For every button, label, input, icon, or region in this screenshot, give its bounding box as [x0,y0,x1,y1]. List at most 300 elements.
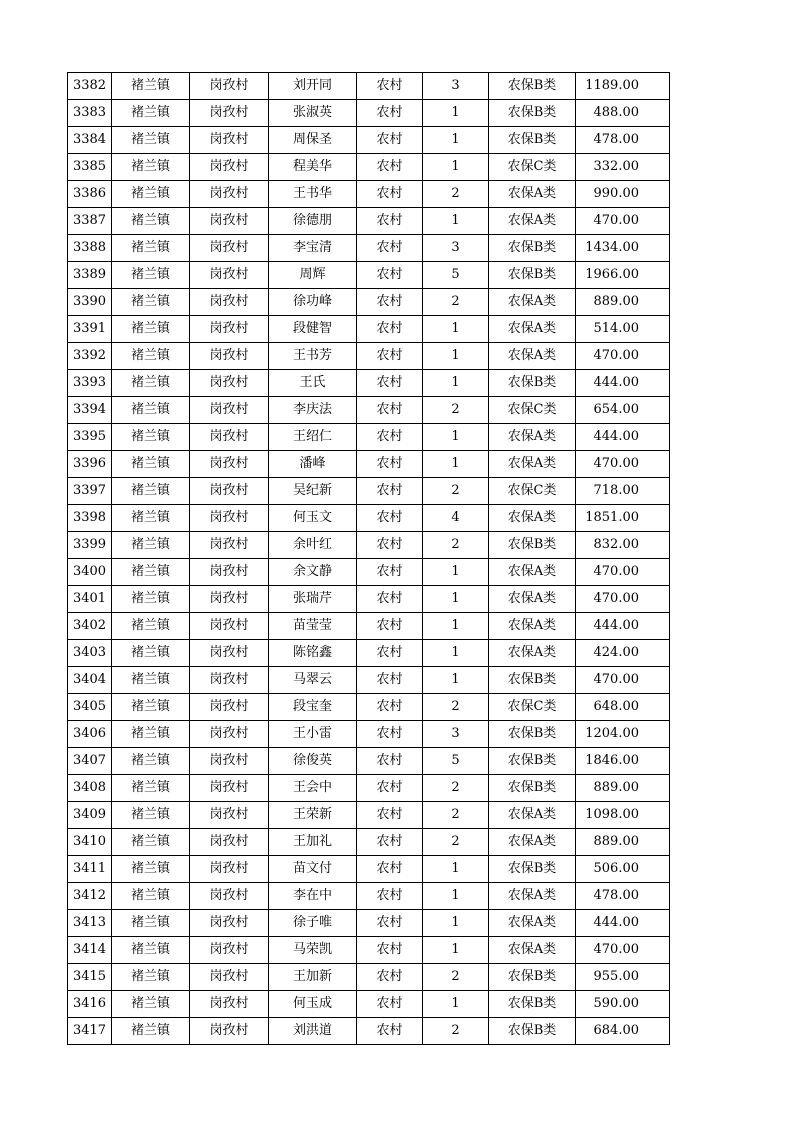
name-cell: 段宝奎 [269,694,357,721]
village-cell: 岗孜村 [190,397,269,424]
table-row [68,937,670,964]
category-cell: 农保B类 [489,748,576,775]
name-cell: 王小雷 [269,721,357,748]
table-row [68,181,670,208]
residence-type-cell: 农村 [357,289,423,316]
residence-type-cell: 农村 [357,424,423,451]
amount-cell: 718.00 [576,478,670,505]
table-row [68,478,670,505]
category-cell: 农保A类 [489,883,576,910]
table-row [68,289,670,316]
category-cell: 农保A类 [489,937,576,964]
category-cell: 农保B类 [489,721,576,748]
name-cell: 王绍仁 [269,424,357,451]
town-cell: 褚兰镇 [112,640,190,667]
amount-cell: 470.00 [576,586,670,613]
town-cell: 褚兰镇 [112,559,190,586]
residence-type-cell: 农村 [357,748,423,775]
household-size-cell: 2 [423,775,489,802]
household-size-cell: 1 [423,100,489,127]
residence-type-cell: 农村 [357,613,423,640]
household-size-cell: 2 [423,289,489,316]
amount-cell: 478.00 [576,127,670,154]
household-size-cell: 1 [423,937,489,964]
town-cell: 褚兰镇 [112,991,190,1018]
row-number-cell: 3413 [68,910,112,937]
amount-cell: 990.00 [576,181,670,208]
town-cell: 褚兰镇 [112,748,190,775]
name-cell: 马翠云 [269,667,357,694]
household-size-cell: 3 [423,73,489,100]
table-row [68,316,670,343]
name-cell: 陈铭鑫 [269,640,357,667]
category-cell: 农保A类 [489,910,576,937]
town-cell: 褚兰镇 [112,964,190,991]
residence-type-cell: 农村 [357,397,423,424]
residence-type-cell: 农村 [357,694,423,721]
village-cell: 岗孜村 [190,154,269,181]
row-number-cell: 3406 [68,721,112,748]
residence-type-cell: 农村 [357,208,423,235]
residence-type-cell: 农村 [357,586,423,613]
name-cell: 余叶红 [269,532,357,559]
name-cell: 王加礼 [269,829,357,856]
row-number-cell: 3384 [68,127,112,154]
table-row [68,964,670,991]
household-size-cell: 1 [423,667,489,694]
household-size-cell: 5 [423,262,489,289]
category-cell: 农保A类 [489,343,576,370]
row-number-cell: 3394 [68,397,112,424]
amount-cell: 444.00 [576,370,670,397]
category-cell: 农保A类 [489,640,576,667]
name-cell: 苗文付 [269,856,357,883]
village-cell: 岗孜村 [190,721,269,748]
village-cell: 岗孜村 [190,775,269,802]
row-number-cell: 3405 [68,694,112,721]
amount-cell: 470.00 [576,559,670,586]
category-cell: 农保A类 [489,181,576,208]
category-cell: 农保B类 [489,1018,576,1045]
residence-type-cell: 农村 [357,775,423,802]
table-row [68,343,670,370]
category-cell: 农保A类 [489,505,576,532]
amount-cell: 1851.00 [576,505,670,532]
row-number-cell: 3393 [68,370,112,397]
amount-cell: 488.00 [576,100,670,127]
residence-type-cell: 农村 [357,532,423,559]
household-size-cell: 1 [423,883,489,910]
amount-cell: 444.00 [576,910,670,937]
table-row [68,154,670,181]
village-cell: 岗孜村 [190,478,269,505]
town-cell: 褚兰镇 [112,586,190,613]
name-cell: 王氏 [269,370,357,397]
table-row [68,208,670,235]
name-cell: 徐功峰 [269,289,357,316]
amount-cell: 470.00 [576,208,670,235]
village-cell: 岗孜村 [190,586,269,613]
row-number-cell: 3401 [68,586,112,613]
category-cell: 农保B类 [489,73,576,100]
household-size-cell: 2 [423,397,489,424]
table-row [68,775,670,802]
amount-cell: 506.00 [576,856,670,883]
town-cell: 褚兰镇 [112,451,190,478]
amount-cell: 1434.00 [576,235,670,262]
category-cell: 农保B类 [489,370,576,397]
row-number-cell: 3400 [68,559,112,586]
table-row [68,532,670,559]
village-cell: 岗孜村 [190,532,269,559]
table-row [68,559,670,586]
name-cell: 程美华 [269,154,357,181]
row-number-cell: 3389 [68,262,112,289]
residence-type-cell: 农村 [357,910,423,937]
town-cell: 褚兰镇 [112,370,190,397]
household-size-cell: 1 [423,154,489,181]
table-row [68,856,670,883]
residence-type-cell: 农村 [357,370,423,397]
row-number-cell: 3404 [68,667,112,694]
residence-type-cell: 农村 [357,802,423,829]
village-cell: 岗孜村 [190,640,269,667]
village-cell: 岗孜村 [190,856,269,883]
table-row [68,73,670,100]
table-row [68,802,670,829]
household-size-cell: 1 [423,910,489,937]
category-cell: 农保B类 [489,100,576,127]
residence-type-cell: 农村 [357,559,423,586]
row-number-cell: 3415 [68,964,112,991]
row-number-cell: 3390 [68,289,112,316]
town-cell: 褚兰镇 [112,235,190,262]
name-cell: 徐德朋 [269,208,357,235]
table-row [68,235,670,262]
amount-cell: 648.00 [576,694,670,721]
residence-type-cell: 农村 [357,667,423,694]
town-cell: 褚兰镇 [112,694,190,721]
household-size-cell: 1 [423,856,489,883]
row-number-cell: 3391 [68,316,112,343]
name-cell: 张淑英 [269,100,357,127]
village-cell: 岗孜村 [190,100,269,127]
village-cell: 岗孜村 [190,883,269,910]
name-cell: 刘开同 [269,73,357,100]
household-size-cell: 5 [423,748,489,775]
village-cell: 岗孜村 [190,424,269,451]
table-row [68,451,670,478]
row-number-cell: 3387 [68,208,112,235]
row-number-cell: 3397 [68,478,112,505]
household-size-cell: 2 [423,1018,489,1045]
amount-cell: 470.00 [576,937,670,964]
amount-cell: 1966.00 [576,262,670,289]
row-number-cell: 3395 [68,424,112,451]
village-cell: 岗孜村 [190,613,269,640]
row-number-cell: 3386 [68,181,112,208]
household-size-cell: 4 [423,505,489,532]
village-cell: 岗孜村 [190,802,269,829]
name-cell: 李在中 [269,883,357,910]
category-cell: 农保B类 [489,127,576,154]
name-cell: 李庆法 [269,397,357,424]
residence-type-cell: 农村 [357,478,423,505]
household-size-cell: 1 [423,370,489,397]
row-number-cell: 3388 [68,235,112,262]
residence-type-cell: 农村 [357,235,423,262]
name-cell: 张瑞芹 [269,586,357,613]
category-cell: 农保B类 [489,775,576,802]
residence-type-cell: 农村 [357,964,423,991]
village-cell: 岗孜村 [190,451,269,478]
category-cell: 农保A类 [489,424,576,451]
town-cell: 褚兰镇 [112,154,190,181]
village-cell: 岗孜村 [190,289,269,316]
household-size-cell: 2 [423,829,489,856]
village-cell: 岗孜村 [190,316,269,343]
table-row [68,100,670,127]
town-cell: 褚兰镇 [112,262,190,289]
table-row [68,721,670,748]
table-body [68,73,670,1045]
category-cell: 农保A类 [489,208,576,235]
table-row [68,748,670,775]
welfare-table [67,72,670,1045]
table-row [68,640,670,667]
table-row [68,424,670,451]
table-row [68,613,670,640]
village-cell: 岗孜村 [190,262,269,289]
category-cell: 农保B类 [489,235,576,262]
town-cell: 褚兰镇 [112,937,190,964]
household-size-cell: 2 [423,181,489,208]
name-cell: 周保圣 [269,127,357,154]
residence-type-cell: 农村 [357,721,423,748]
household-size-cell: 1 [423,451,489,478]
residence-type-cell: 农村 [357,1018,423,1045]
town-cell: 褚兰镇 [112,856,190,883]
row-number-cell: 3385 [68,154,112,181]
amount-cell: 684.00 [576,1018,670,1045]
village-cell: 岗孜村 [190,829,269,856]
residence-type-cell: 农村 [357,181,423,208]
name-cell: 吴纪新 [269,478,357,505]
amount-cell: 470.00 [576,451,670,478]
table-row [68,991,670,1018]
category-cell: 农保A类 [489,802,576,829]
name-cell: 马荣凯 [269,937,357,964]
village-cell: 岗孜村 [190,910,269,937]
row-number-cell: 3407 [68,748,112,775]
table-row [68,505,670,532]
village-cell: 岗孜村 [190,235,269,262]
town-cell: 褚兰镇 [112,289,190,316]
category-cell: 农保A类 [489,586,576,613]
name-cell: 段健智 [269,316,357,343]
residence-type-cell: 农村 [357,154,423,181]
household-size-cell: 1 [423,343,489,370]
household-size-cell: 2 [423,694,489,721]
category-cell: 农保A类 [489,559,576,586]
household-size-cell: 2 [423,964,489,991]
row-number-cell: 3414 [68,937,112,964]
residence-type-cell: 农村 [357,343,423,370]
table-row [68,370,670,397]
category-cell: 农保B类 [489,262,576,289]
household-size-cell: 3 [423,235,489,262]
town-cell: 褚兰镇 [112,910,190,937]
town-cell: 褚兰镇 [112,1018,190,1045]
amount-cell: 1098.00 [576,802,670,829]
town-cell: 褚兰镇 [112,775,190,802]
table-row [68,127,670,154]
row-number-cell: 3410 [68,829,112,856]
village-cell: 岗孜村 [190,208,269,235]
name-cell: 刘洪道 [269,1018,357,1045]
table-row [68,667,670,694]
name-cell: 何玉成 [269,991,357,1018]
name-cell: 王书华 [269,181,357,208]
amount-cell: 1189.00 [576,73,670,100]
household-size-cell: 1 [423,991,489,1018]
row-number-cell: 3411 [68,856,112,883]
name-cell: 王书芳 [269,343,357,370]
residence-type-cell: 农村 [357,829,423,856]
household-size-cell: 1 [423,316,489,343]
town-cell: 褚兰镇 [112,667,190,694]
row-number-cell: 3399 [68,532,112,559]
row-number-cell: 3392 [68,343,112,370]
amount-cell: 478.00 [576,883,670,910]
village-cell: 岗孜村 [190,694,269,721]
category-cell: 农保A类 [489,289,576,316]
residence-type-cell: 农村 [357,991,423,1018]
name-cell: 李宝清 [269,235,357,262]
amount-cell: 1204.00 [576,721,670,748]
name-cell: 余文静 [269,559,357,586]
category-cell: 农保C类 [489,154,576,181]
village-cell: 岗孜村 [190,181,269,208]
name-cell: 周辉 [269,262,357,289]
amount-cell: 444.00 [576,613,670,640]
table-row [68,262,670,289]
residence-type-cell: 农村 [357,937,423,964]
amount-cell: 424.00 [576,640,670,667]
village-cell: 岗孜村 [190,127,269,154]
table-row [68,910,670,937]
residence-type-cell: 农村 [357,127,423,154]
town-cell: 褚兰镇 [112,73,190,100]
residence-type-cell: 农村 [357,856,423,883]
village-cell: 岗孜村 [190,73,269,100]
row-number-cell: 3403 [68,640,112,667]
name-cell: 王加新 [269,964,357,991]
name-cell: 何玉文 [269,505,357,532]
amount-cell: 889.00 [576,289,670,316]
household-size-cell: 1 [423,586,489,613]
amount-cell: 444.00 [576,424,670,451]
row-number-cell: 3408 [68,775,112,802]
residence-type-cell: 农村 [357,316,423,343]
amount-cell: 889.00 [576,829,670,856]
household-size-cell: 2 [423,532,489,559]
table-row [68,829,670,856]
name-cell: 潘峰 [269,451,357,478]
town-cell: 褚兰镇 [112,829,190,856]
village-cell: 岗孜村 [190,343,269,370]
amount-cell: 514.00 [576,316,670,343]
row-number-cell: 3383 [68,100,112,127]
household-size-cell: 1 [423,208,489,235]
amount-cell: 470.00 [576,667,670,694]
row-number-cell: 3398 [68,505,112,532]
row-number-cell: 3402 [68,613,112,640]
household-size-cell: 2 [423,478,489,505]
town-cell: 褚兰镇 [112,343,190,370]
category-cell: 农保A类 [489,613,576,640]
category-cell: 农保B类 [489,964,576,991]
table-row [68,397,670,424]
name-cell: 王荣新 [269,802,357,829]
household-size-cell: 2 [423,802,489,829]
town-cell: 褚兰镇 [112,424,190,451]
category-cell: 农保C类 [489,694,576,721]
category-cell: 农保C类 [489,478,576,505]
residence-type-cell: 农村 [357,505,423,532]
row-number-cell: 3416 [68,991,112,1018]
category-cell: 农保B类 [489,991,576,1018]
residence-type-cell: 农村 [357,451,423,478]
category-cell: 农保A类 [489,829,576,856]
town-cell: 褚兰镇 [112,532,190,559]
row-number-cell: 3382 [68,73,112,100]
town-cell: 褚兰镇 [112,100,190,127]
household-size-cell: 3 [423,721,489,748]
village-cell: 岗孜村 [190,991,269,1018]
name-cell: 王会中 [269,775,357,802]
town-cell: 褚兰镇 [112,613,190,640]
village-cell: 岗孜村 [190,559,269,586]
table-row [68,586,670,613]
table-row [68,883,670,910]
town-cell: 褚兰镇 [112,721,190,748]
amount-cell: 470.00 [576,343,670,370]
town-cell: 褚兰镇 [112,316,190,343]
village-cell: 岗孜村 [190,937,269,964]
residence-type-cell: 农村 [357,262,423,289]
category-cell: 农保B类 [489,856,576,883]
amount-cell: 1846.00 [576,748,670,775]
row-number-cell: 3396 [68,451,112,478]
town-cell: 褚兰镇 [112,181,190,208]
category-cell: 农保B类 [489,532,576,559]
amount-cell: 590.00 [576,991,670,1018]
village-cell: 岗孜村 [190,667,269,694]
name-cell: 徐俊英 [269,748,357,775]
household-size-cell: 1 [423,127,489,154]
village-cell: 岗孜村 [190,505,269,532]
amount-cell: 955.00 [576,964,670,991]
row-number-cell: 3417 [68,1018,112,1045]
category-cell: 农保B类 [489,667,576,694]
village-cell: 岗孜村 [190,748,269,775]
table-row [68,1018,670,1045]
town-cell: 褚兰镇 [112,505,190,532]
row-number-cell: 3409 [68,802,112,829]
category-cell: 农保C类 [489,397,576,424]
name-cell: 苗莹莹 [269,613,357,640]
